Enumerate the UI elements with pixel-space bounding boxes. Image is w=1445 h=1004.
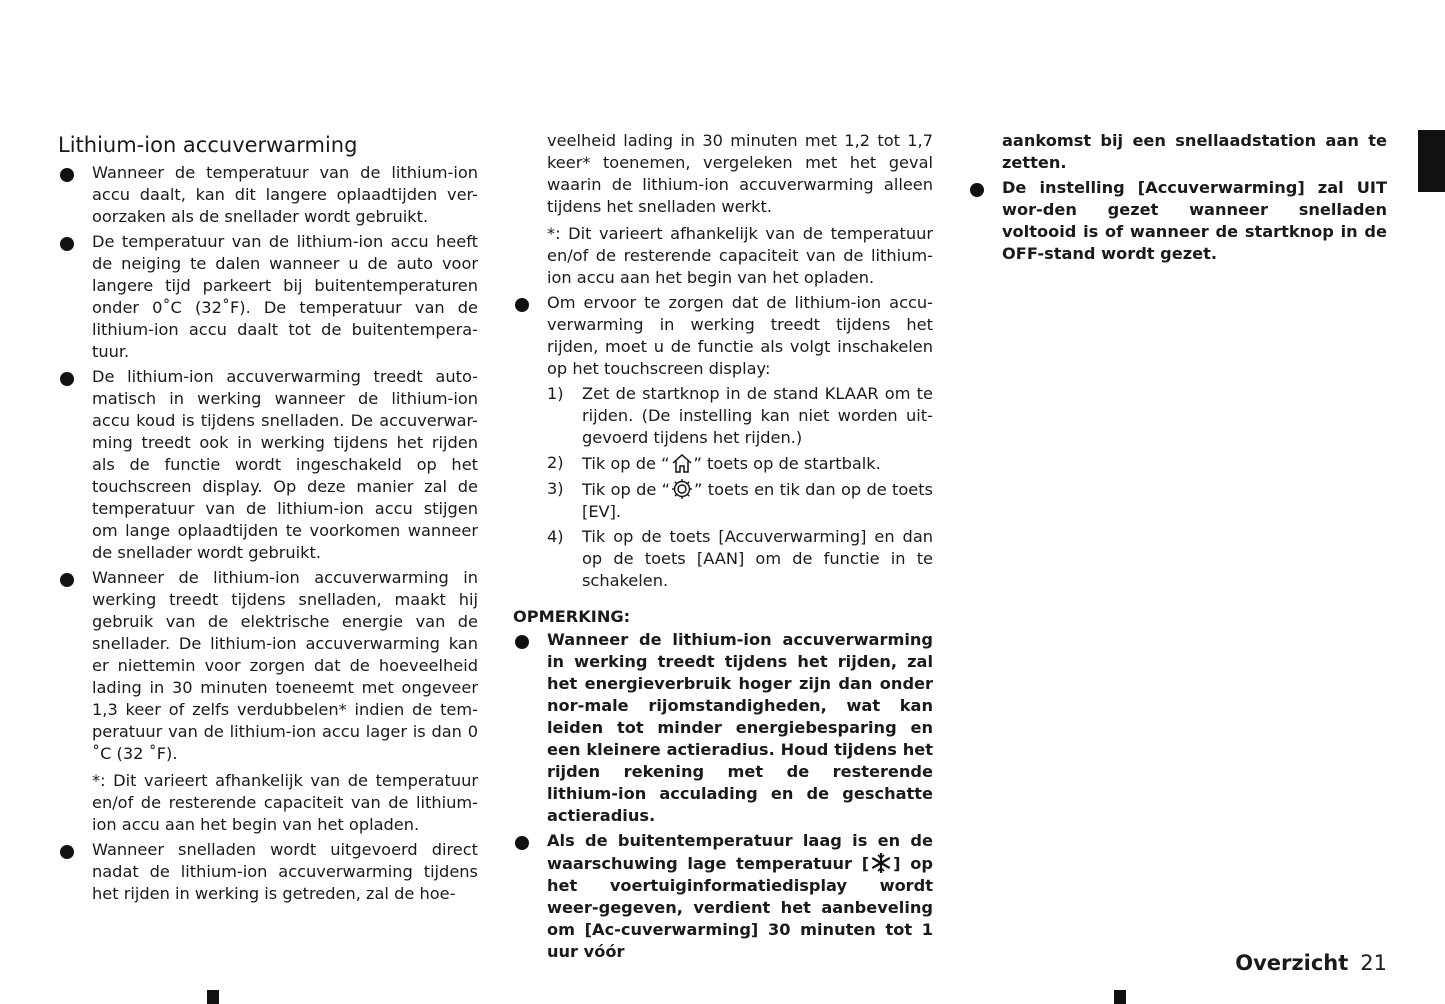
bullet-icon — [60, 237, 74, 251]
list-item: De temperatuur van de lithium-ion accu heeft de neiging te dalen wanneer u de auto voor langere tijd parkeert bij buitentemperaturen onder 0˚C (32˚F). De temperatuur van de lithium-ion accu daalt tot de buitentempera-tuur. — [58, 231, 478, 363]
bullet-icon — [60, 845, 74, 859]
chapter-tab — [1418, 130, 1445, 192]
bullet-icon — [515, 298, 529, 312]
list-item: Wanneer de lithium-ion accuverwarming in werking treedt tijdens het rijden, zal het energieverbruik hoger zijn dan onder nor-male rijomstandigheden, wat kan leiden tot minder energiebesparing en een kleinere actieradius. Houd tijdens het rijden rekening met de resterende lithium-ion acculading en de geschatte actieradius. — [513, 629, 933, 827]
snowflake-icon — [869, 852, 893, 874]
bullet-icon — [970, 183, 984, 197]
home-icon — [670, 452, 694, 474]
bullet-icon — [60, 573, 74, 587]
column-2 — [513, 130, 933, 966]
list-item: Wanneer de temperatuur van de lithium-ion accu daalt, kan dit langere oplaadtijden ver-oorzaken als de snellader wordt gebruikt. — [58, 162, 478, 228]
step-item: 4) Tik op de toets [Accuverwarming] en dan op de toets [AAN] om de functie in te schakelen. — [547, 527, 933, 590]
note-heading: OPMERKING: — [513, 607, 631, 626]
list-item: Wanneer de lithium-ion accuverwarming in werking treedt tijdens snelladen, maakt hij gebruik van de elektrische energie van de snellader. De lithium-ion accuverwarming kan er niettemin voor zorgen dat de hoeveelheid lading in 30 minuten toeneemt met ongeveer 1,3 keer of zelfs verdubbelen* indien de tem-peratuur van de lithium-ion accu lager is dan 0 ˚C (32 ˚F). — [58, 567, 478, 765]
column-3 — [968, 130, 1387, 268]
list-item: Om ervoor te zorgen dat de lithium-ion accu-verwarming in werking treedt tijdens het rijden, moet u de functie als volgt inschakelen op het touchscreen display: — [513, 292, 933, 380]
footnote: *: Dit varieert afhankelijk van de temperatuur en/of de resterende capaciteit van de lithium-ion accu aan het begin van het opladen. — [547, 224, 933, 287]
bullet-icon — [60, 372, 74, 386]
bullet-icon — [515, 836, 529, 850]
step-item: 2) Tik op de “ ” toets op de startbalk. — [547, 453, 881, 473]
list-item: Als de buitentemperatuur laag is en de waarschuwing lage temperatuur [ ] op het voertuiginformatiedisplay wordt weer-gegeven, verdient het aanbeveling om [Ac-cuverwarming] 30 minuten tot 1 uur vóór — [513, 830, 933, 963]
page-footer — [1235, 950, 1387, 976]
section-title: Lithium-ion accuverwarming — [58, 133, 358, 157]
crop-mark-right — [1114, 990, 1126, 1004]
bullet-icon — [515, 635, 529, 649]
step-item: 3) Tik op de “ ” toets en tik dan op de toets [EV]. — [547, 479, 933, 521]
bullet-icon — [60, 168, 74, 182]
continued-text: aankomst bij een snellaadstation aan te zetten. — [1002, 131, 1387, 172]
column-1 — [58, 130, 478, 908]
page-number: 21 — [1360, 951, 1387, 975]
crop-mark-left — [207, 990, 219, 1004]
list-item: De lithium-ion accuverwarming treedt auto-matisch in werking wanneer de lithium-ion accu koud is tijdens snelladen. De accuverwar-ming treedt ook in werking tijdens het rijden als de functie wordt ingeschakeld op het touchscreen display. Op deze manier zal de temperatuur van de lithium-ion accu stijgen om lange oplaadtijden te voorkomen wanneer de snellader wordt gebruikt. — [58, 366, 478, 564]
continued-text: veelheid lading in 30 minuten met 1,2 tot 1,7 keer* toenemen, vergeleken met het geval waarin de lithium-ion accuverwarming alleen tijdens het snelladen werkt. — [547, 131, 933, 216]
steps-list — [513, 383, 933, 592]
list-item: De instelling [Accuverwarming] zal UIT wor-den gezet wanneer snelladen voltooid is of wanneer de startknop in de OFF-stand wordt gezet. — [968, 177, 1387, 265]
list-item: Wanneer snelladen wordt uitgevoerd direct nadat de lithium-ion accuverwarming tijdens het rijden in werking is getreden, zal de hoe- — [58, 839, 478, 905]
section-name: Overzicht — [1235, 951, 1349, 975]
gear-icon — [670, 478, 694, 500]
step-item: 1) Zet de startknop in de stand KLAAR om te rijden. (De instelling kan niet worden uit-gevoerd tijdens het rijden.) — [547, 384, 933, 447]
footnote: *: Dit varieert afhankelijk van de temperatuur en/of de resterende capaciteit van de lithium-ion accu aan het begin van het opladen. — [92, 771, 478, 834]
